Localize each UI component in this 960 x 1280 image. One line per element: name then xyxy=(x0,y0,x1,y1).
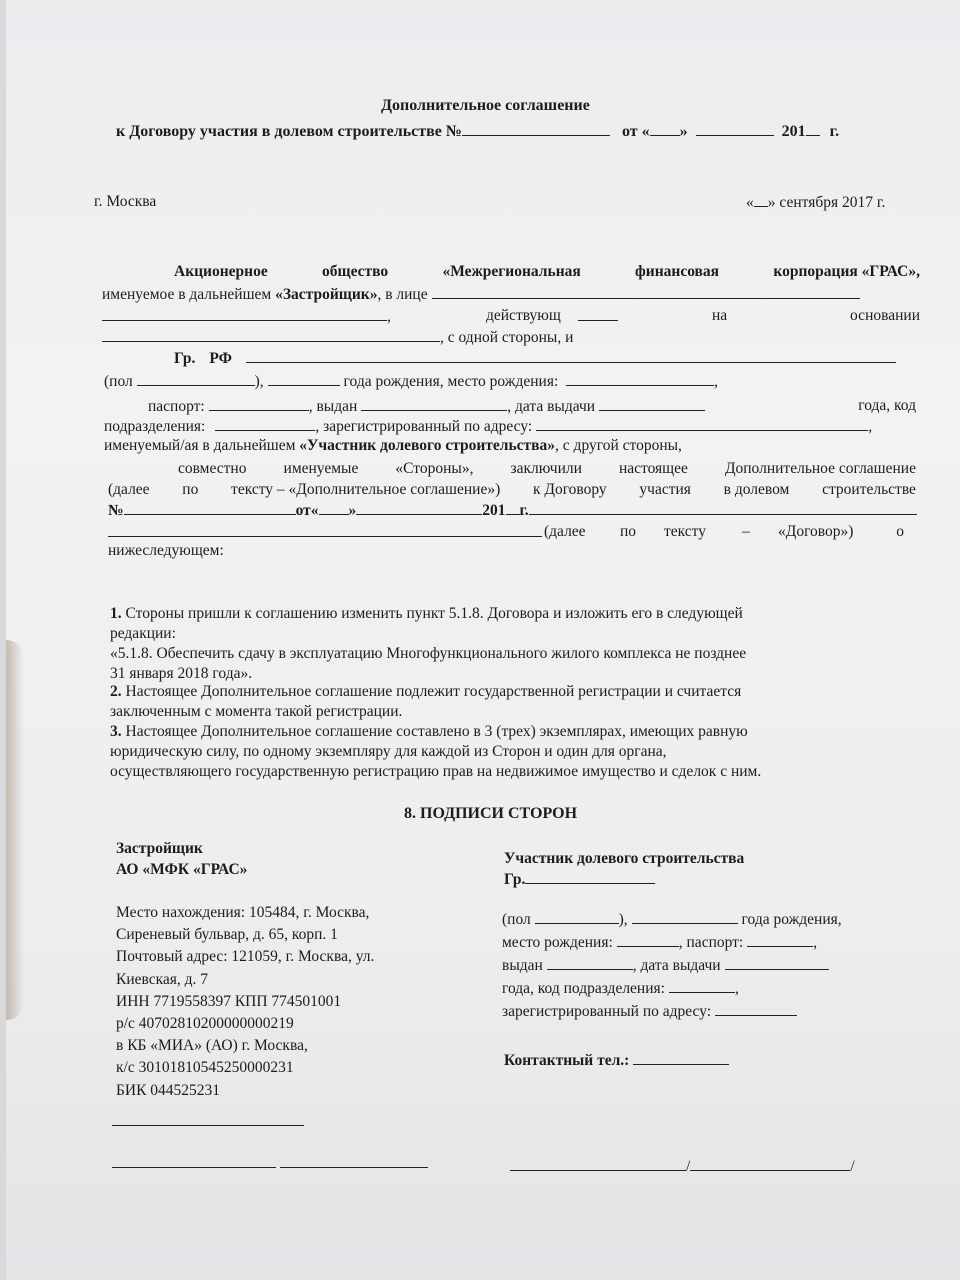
doc-title: Дополнительное соглашение xyxy=(381,97,590,114)
citizen-label: Гр. РФ xyxy=(174,348,896,369)
citizen-line-4: именуемый/ая в дальнейшем «Участник долевого строительства», с другой стороны, xyxy=(104,437,682,454)
parties-line-1: совместно именуемые «Стороны», заключили настоящее Дополнительное соглашение xyxy=(178,460,916,477)
participant-details: (пол ), года рождения, место рождения: , паспорт: , выдан , дата выдачи года, код подразделения: , зарегистрированный по адресу: xyxy=(502,911,842,1020)
developer-signature-line xyxy=(112,1124,304,1126)
participant-block-title: Участник долевого строительства Гр. xyxy=(504,850,745,888)
citizen-line-3: подразделения: , зарегистрированный по адресу: , xyxy=(104,418,873,435)
developer-line-3: , действующ на основании xyxy=(102,306,920,327)
developer-details: Место нахождения: 105484, г. Москва, Сиреневый бульвар, д. 65, корп. 1 Почтовый адрес: 121059, г. Москва, ул. Киевская, д. 7 ИНН 7719558397 КПП 774501001 р/с 40702810200000000219 в КБ «МИА» (АО) г. Москва, к/с 30101810545250000231 БИК 044525231 xyxy=(116,904,375,1099)
parties-line-4: (далее по тексту – «Договор») о xyxy=(108,522,904,543)
developer-line-2: именуемое в дальнейшем «Застройщик», в лице xyxy=(102,284,860,305)
developer-line: Акционерное общество «Межрегиональная финансовая корпорация «ГРАС», xyxy=(174,263,920,280)
developer-block-title: Застройщик АО «МФК «ГРАС» xyxy=(116,840,248,878)
participant-phone: Контактный тел.: xyxy=(504,1050,729,1071)
signatures-heading: 8. ПОДПИСИ СТОРОН xyxy=(404,805,578,822)
participant-signature-lines: / / xyxy=(510,1156,855,1177)
parties-line-3: № от« » 201 г. xyxy=(108,500,917,521)
citizen-line-2: паспорт: , выдан , дата выдачи года, код xyxy=(148,397,916,415)
parties-line-5: нижеследующем: xyxy=(108,542,224,559)
developer-line-4: , с одной стороны, и xyxy=(102,327,573,348)
developer-signature-line-2 xyxy=(112,1166,276,1168)
developer-signature-line-3 xyxy=(280,1166,428,1168)
city: г. Москва xyxy=(94,193,157,210)
doc-subtitle: к Договору участия в долевом строительстве № от « » 201 г. xyxy=(116,123,840,140)
doc-date: « » сентября 2017 г. xyxy=(746,194,886,211)
clause-3: 3. Настоящее Дополнительное соглашение составлено в 3 (трех) экземплярах, имеющих равную юридическую силу, по одному экземпляру для каждой из Сторон и один для органа, осуществляющего государственную регистрацию прав на недвижимое имущество и сделок с ним. xyxy=(110,723,762,780)
clause-2: 2. Настоящее Дополнительное соглашение подлежит государственной регистрации и считается заключенным с момента такой регистрации. xyxy=(110,683,742,720)
clause-1: 1. Стороны пришли к соглашению изменить пункт 5.1.8. Договора и изложить его в следующей редакции: «5.1.8. Обеспечить сдачу в эксплуатацию Многофункционального жилого комплекса не позднее 31 января 2018 года». xyxy=(110,605,747,682)
finger-shadow xyxy=(6,640,24,1020)
document-page xyxy=(6,0,960,1280)
citizen-line-1: (пол ), года рождения, место рождения: , xyxy=(104,373,719,390)
parties-line-2: (далее по тексту – «Дополнительное соглашение») к Договору участия в долевом строительстве xyxy=(108,481,916,498)
